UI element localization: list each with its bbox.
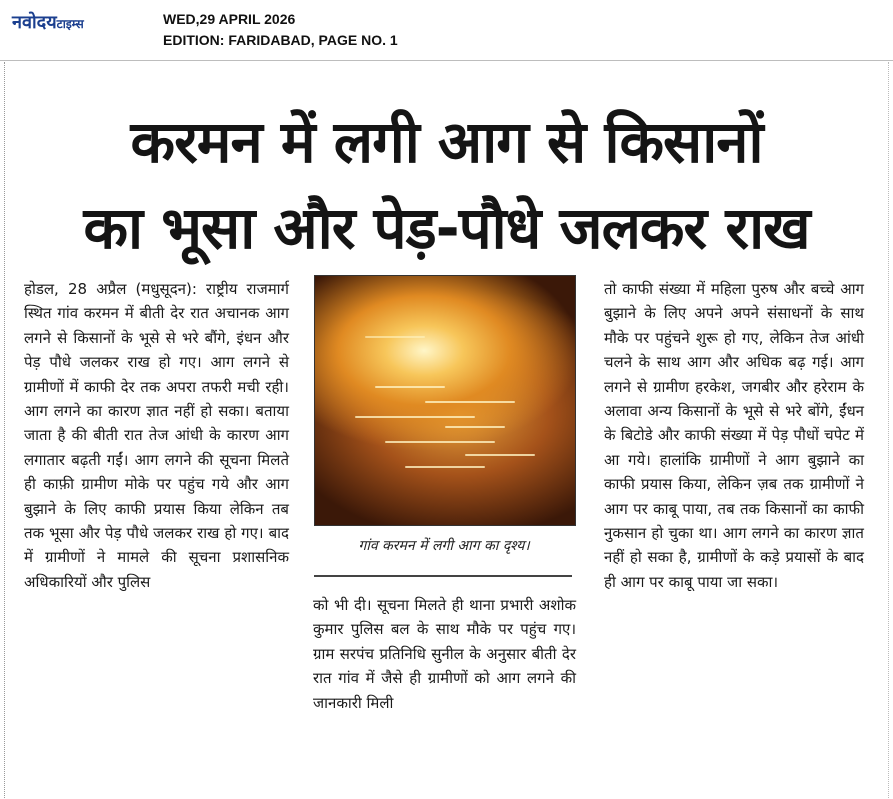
news-article-clip	[0, 61, 893, 798]
column-1-text: होडल, 28 अप्रैल (मधुसूदन): राष्ट्रीय राजमार्ग स्थित गांव करमन में बीती देर रात अचानक आग लगने से किसानों के भूसे से भरे बौंगे, इंधन और पेड़ पौधे जलकर राख हो गए। आग लगने से ग्रामीणों में काफी देर तक अपरा तफरी मची रही। आग लगने का कारण ज्ञात नहीं हो सका। बताया जाता है की बीती रात तेज आंधी के कारण आग लगातार बढ़ती गईं। आग लगने की सूचना मिलते ही काफ़ी ग्रामीण मोके पर पहुंच गये और आग बुझाने के लिए काफी प्रयास किया लेकिन तब तक भूसा और पेड़ पौधे जलकर राख हो गए। बाद में ग्रामीणों ने मामले की सूचना प्रशासनिक अधिकारियों और पुलिस	[24, 280, 289, 591]
article-column-3	[604, 277, 864, 594]
logo-sub-text: टाइम्स	[56, 17, 84, 31]
headline-line-2: का भूसा और पेड़-पौधे जलकर राख	[83, 194, 810, 262]
logo-main-text: नवोदय	[12, 12, 57, 33]
headline-line-1: करमन में लगी आग से किसानों	[130, 108, 763, 176]
photo-caption: गांव करमन में लगी आग का दृश्य।	[358, 538, 530, 554]
caption-divider	[314, 575, 572, 577]
newspaper-logo[interactable]	[12, 10, 84, 34]
article-column-2	[313, 593, 576, 715]
column-2-text: को भी दी। सूचना मिलते ही थाना प्रभारी अशोक कुमार पुलिस बल के साथ मौके पर पहुंच गए। ग्राम सरपंच प्रतिनिधि सुनील के अनुसार बीती देर रात गांव में जैसे ही ग्रामीणों को आग लगने की जानकारी मिली	[313, 596, 576, 712]
masthead-bar	[0, 0, 893, 61]
edition-info	[163, 9, 398, 51]
cutoff-text-top	[605, 61, 860, 64]
edition-page: EDITION: FARIDABAD, PAGE NO. 1	[163, 32, 398, 48]
fire-photo	[314, 275, 576, 526]
article-column-1	[24, 277, 289, 594]
column-3-text: तो काफी संख्या में महिला पुरुष और बच्चे आग बुझाने के लिए अपने अपने संसाधनों के साथ मौके पर पहुंचने शुरू हो गए, लेकिन तेज आंधी चलने के साथ आग और अधिक बढ़ गई। आग लगने से ग्रामीण हरकेश, जगबीर और हरेराम के अलावा अन्य किसानों के भूसे से भरे बोंगे, ईंधन के बिटोडे और काफी संख्या में पेड़ पौधों चपेट में आ गये। हालांकि ग्रामीणों ने आग बुझाने का काफी प्रयास किया, लेकिन ज़ब तक ग्रामीणों ने आग पर काबू पाया, तब तक किसानों का काफी नुकसान हो चुका था। आग लगने का कारण ज्ञात नहीं हो सका है, ग्रामीणों के कड़े प्रयासों के बाद ही आग पर काबू पाया जा सका।	[604, 280, 864, 591]
issue-date: WED,29 APRIL 2026	[163, 11, 296, 27]
